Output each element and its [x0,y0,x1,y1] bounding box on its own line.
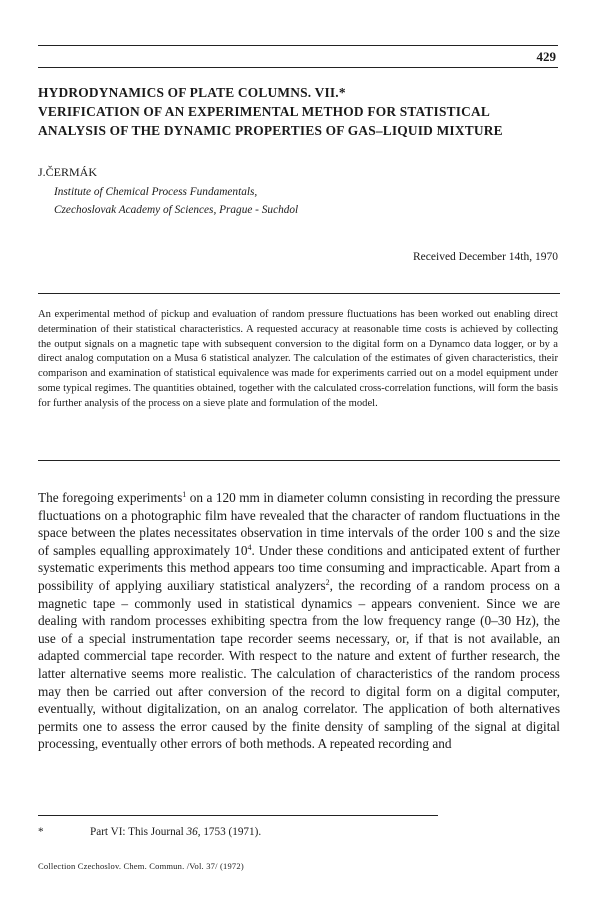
exponent: 4 [247,542,252,552]
header-rule-lower [38,67,558,68]
title-line-1: HYDRODYNAMICS OF PLATE COLUMNS. VII. [38,85,339,100]
footnote-mark: * [38,826,44,838]
body-text-segment: The foregoing experiments [38,490,183,505]
footnote-rule [38,815,438,816]
abstract-text: An experimental method of pickup and evaluation of random pressure fluctuations has been worked out enabling direct determination of their statistical characteristics. A requested accuracy at reasonable time costs is achieved by collecting the output signals on a magnetic tape with subsequent conversion to the digital form on a Dynamco data logger, or by a direct analog computation on a Musa 6 statistical analyzer. The calculation of the estimates of given characteristics, their comparison and examination of statistical equivalence was made for experiments carried out on a model equipment under some typical regimes. The quantities obtained, together with the calculated cross-correlation functions, will form the basis for further analysis of the process on a sieve plate and formulation of the model. [38,309,558,409]
title-line-3: ANALYSIS OF THE DYNAMIC PROPERTIES OF GAS–LIQUID MIXTURE [38,123,503,138]
title-line-2: VERIFICATION OF AN EXPERIMENTAL METHOD FOR STATISTICAL [38,104,490,119]
footnote [38,826,261,838]
page-number: 429 [536,49,556,64]
footnote-text: Part VI: This Journal [90,826,187,838]
reference-marker: 2 [325,577,330,587]
body-text-segment: on a 120 mm in diameter column consisting in recording the pressure fluctuations on a photographic film have revealed that the character of random fluctuations in the space between the plates necessitates observation in time intervals of the order 100 s and the size of samples equalling approximately 10 [38,490,561,558]
received-date: Received December 14th, 1970 [413,251,558,263]
footnote-text-end: , 1753 (1971). [197,826,262,838]
abstract-rule-bottom [38,460,560,461]
footnote-volume: 36 [186,826,198,838]
abstract-rule-top [38,293,560,294]
affiliation-line-1: Institute of Chemical Process Fundamentals, [54,186,258,198]
body-paragraph [38,489,560,753]
affiliation-line-2: Czechoslovak Academy of Sciences, Prague - Suchdol [54,204,299,216]
reference-marker: 1 [182,490,187,499]
journal-citation: Collection Czechoslov. Chem. Commun. /Vol. 37/ (1972) [38,861,244,871]
author-name: J.ČERMÁK [38,165,98,179]
article-title [38,83,568,140]
author-affiliation [54,183,298,219]
title-footnote-mark: * [338,85,346,100]
header-rule [38,45,558,46]
body-text-segment: , the recording of a random process on a magnetic tape – commonly used in statistical dynamics – appears convenient. Since we are dealing with random processes exhibiting spectra from the low frequency range (0–30 Hz), the use of a special instrumentation tape recorder seems necessary, or, if that is not available, an adapted commercial tape recorder. With respect to the nature and extent of further research, the latter alternative seems more realistic. The calculation of characteristics of the random process may then be carried out after conversion of the record to digital form on a digital computer, eventually, without digitalization, on an analog correlator. The application of both alternatives permits one to assess the error caused by the finite density of sampling of the signal at digital processing, eventually other errors of both methods. A repeated recording and [38,577,560,752]
body-text-segment: . Under these conditions and anticipated extent of further systematic experiments this method appears too time consuming and impracticable. Apart from a possibility of applying auxiliary statistical analyzers [38,542,560,593]
